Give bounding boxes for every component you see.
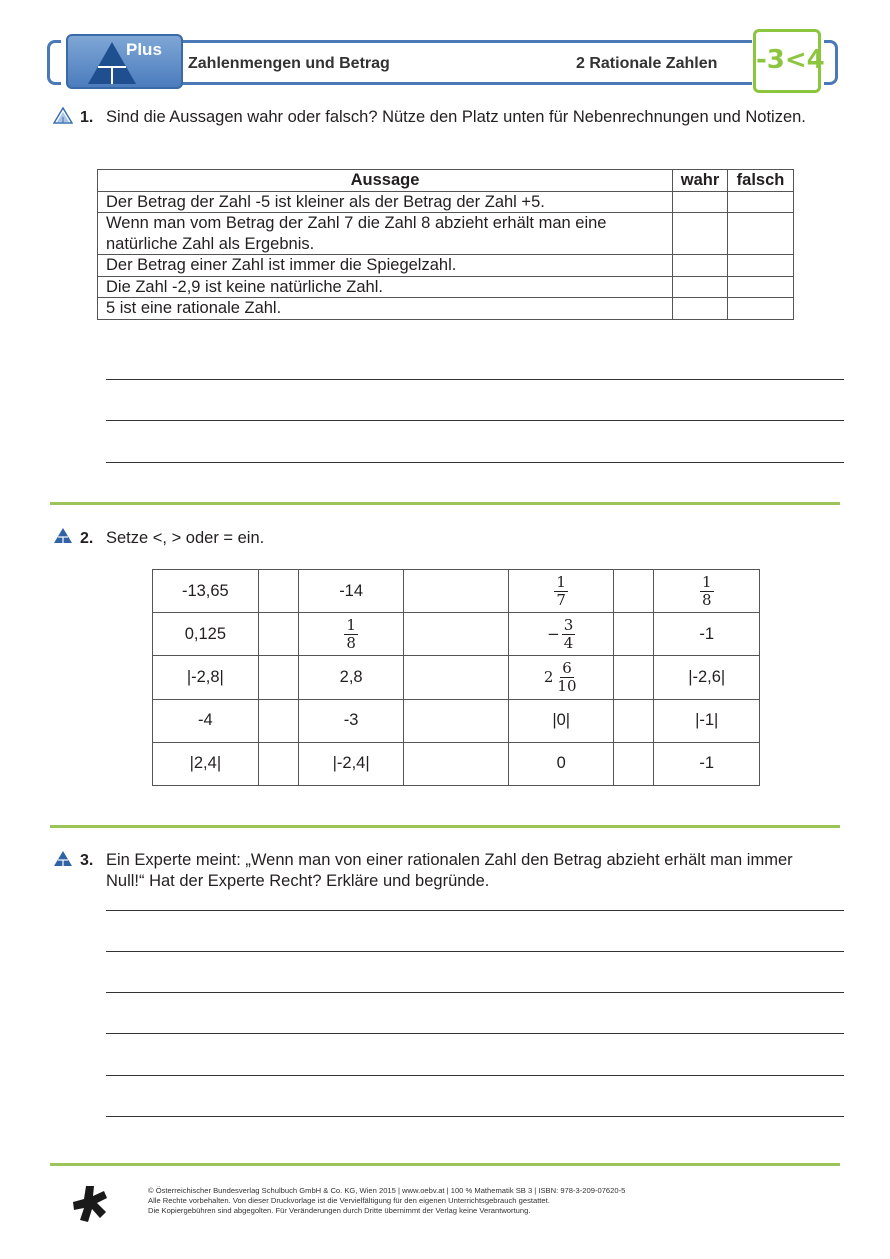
false-checkbox-cell[interactable] xyxy=(728,298,794,320)
true-false-table xyxy=(97,169,794,320)
comparison-gap[interactable] xyxy=(258,699,298,742)
header-rule-top xyxy=(180,40,752,43)
comparison-gap[interactable] xyxy=(614,613,654,656)
comparison-gap[interactable] xyxy=(258,613,298,656)
value-cell xyxy=(654,570,760,613)
rights-line: Alle Rechte vorbehalten. Von dieser Druckvorlage ist die Vervielfältigung für den eigenen Unterrichtsgebrauch gestattet. xyxy=(148,1196,550,1205)
denominator: 7 xyxy=(556,590,566,609)
header-bracket-left xyxy=(47,40,61,85)
answer-line[interactable] xyxy=(106,992,844,993)
difficulty-outline-icon xyxy=(53,107,73,124)
header-rule-bottom xyxy=(180,82,752,85)
fraction xyxy=(562,617,576,652)
answer-line[interactable] xyxy=(106,462,844,463)
header-false: falsch xyxy=(728,170,794,192)
comparison-gap[interactable] xyxy=(258,656,298,699)
header-true: wahr xyxy=(673,170,728,192)
denominator: 8 xyxy=(346,633,356,652)
value-cell: |2,4| xyxy=(153,742,259,785)
statement-cell: Wenn man vom Betrag der Zahl 7 die Zahl 8 abzieht erhält man eine natürliche Zahl als Ergebnis. xyxy=(98,213,673,255)
fraction xyxy=(700,574,714,609)
copyright-footer xyxy=(148,1186,625,1216)
numerator: 3 xyxy=(563,615,574,634)
value-cell: |-2,8| xyxy=(153,656,259,699)
answer-line[interactable] xyxy=(106,379,844,380)
copyright-line: © Österreichischer Bundesverlag Schulbuch GmbH & Co. KG, Wien 2015 | www.oebv.at | 100 % Mathematik SB 3 | ISBN: 978-3-209-07620-5 xyxy=(148,1186,626,1195)
value-cell: -1 xyxy=(654,613,760,656)
chapter-title: 2 Rationale Zahlen xyxy=(576,55,718,72)
value-cell: -13,65 xyxy=(153,570,259,613)
table-row xyxy=(153,742,760,785)
comparison-gap[interactable] xyxy=(404,742,509,785)
task-1-number: 1. xyxy=(80,109,94,126)
fraction xyxy=(555,660,578,695)
comparison-gap[interactable] xyxy=(404,613,509,656)
value-cell: 2,8 xyxy=(298,656,404,699)
answer-line[interactable] xyxy=(106,951,844,952)
true-checkbox-cell[interactable] xyxy=(673,191,728,213)
answer-line[interactable] xyxy=(106,1116,844,1117)
comparison-gap[interactable] xyxy=(614,656,654,699)
value-cell xyxy=(509,570,614,613)
difficulty-filled-icon xyxy=(53,527,73,544)
answer-line[interactable] xyxy=(106,1075,844,1076)
statement-cell: 5 ist eine rationale Zahl. xyxy=(98,298,673,320)
value-cell xyxy=(509,613,614,656)
value-cell: -4 xyxy=(153,699,259,742)
numerator: 6 xyxy=(562,658,572,677)
topic-title: Zahlenmengen und Betrag xyxy=(188,55,390,72)
true-checkbox-cell[interactable] xyxy=(673,298,728,320)
true-checkbox-cell[interactable] xyxy=(673,213,728,255)
publisher-logo-icon xyxy=(72,1184,110,1224)
table-row xyxy=(98,191,794,213)
denominator: 4 xyxy=(563,633,574,652)
minus-sign: − xyxy=(547,625,560,644)
numerator: 1 xyxy=(556,572,566,591)
comparison-gap[interactable] xyxy=(614,570,654,613)
value-cell: |0| xyxy=(509,699,614,742)
statement-cell: Der Betrag der Zahl -5 ist kleiner als der Betrag der Zahl +5. xyxy=(98,191,673,213)
comparison-gap[interactable] xyxy=(258,570,298,613)
denominator: 8 xyxy=(701,590,712,609)
value-cell: -3 xyxy=(298,699,404,742)
table-row xyxy=(98,213,794,255)
table-row xyxy=(153,570,760,613)
table-row xyxy=(153,656,760,699)
numerator: 1 xyxy=(701,572,712,591)
comparison-gap[interactable] xyxy=(614,742,654,785)
numerator: 1 xyxy=(346,615,356,634)
answer-line[interactable] xyxy=(106,910,844,911)
section-divider xyxy=(50,825,840,828)
section-divider xyxy=(50,502,840,505)
false-checkbox-cell[interactable] xyxy=(728,255,794,277)
chapter-stamp: -3<4 xyxy=(753,29,821,93)
value-cell: |-2,6| xyxy=(654,656,760,699)
task-2-prompt: Setze <, > oder = ein. xyxy=(106,529,265,547)
statement-cell: Die Zahl -2,9 ist keine natürliche Zahl. xyxy=(98,276,673,298)
answer-line[interactable] xyxy=(106,420,844,421)
table-row xyxy=(98,298,794,320)
table-row xyxy=(153,613,760,656)
value-cell: |-2,4| xyxy=(298,742,404,785)
value-cell: 0,125 xyxy=(153,613,259,656)
denominator: 10 xyxy=(557,676,577,695)
comparison-gap[interactable] xyxy=(614,699,654,742)
section-divider xyxy=(50,1163,840,1166)
table-row xyxy=(98,276,794,298)
value-cell: |-1| xyxy=(654,699,760,742)
true-checkbox-cell[interactable] xyxy=(673,276,728,298)
task-3-prompt: Ein Experte meint: „Wenn man von einer rationalen Zahl den Betrag abzieht erhält man immer Null!“ Hat der Experte Recht? Erkläre und begründe. xyxy=(106,851,793,890)
header-bracket-right xyxy=(824,40,838,85)
value-cell xyxy=(509,656,614,699)
task-2-number: 2. xyxy=(80,530,94,547)
plus-logo xyxy=(66,34,183,89)
header-statement: Aussage xyxy=(98,170,673,192)
value-cell: -14 xyxy=(298,570,404,613)
task-3-number: 3. xyxy=(80,852,94,869)
statement-cell: Der Betrag einer Zahl ist immer die Spiegelzahl. xyxy=(98,255,673,277)
mixed-whole: 2 xyxy=(543,668,554,687)
answer-line[interactable] xyxy=(106,1033,844,1034)
table-row xyxy=(153,699,760,742)
table-row xyxy=(98,255,794,277)
fraction xyxy=(344,617,358,652)
true-checkbox-cell[interactable] xyxy=(673,255,728,277)
comparison-gap[interactable] xyxy=(404,699,509,742)
value-cell xyxy=(298,613,404,656)
fees-line: Die Kopiergebühren sind abgegolten. Für Veränderungen durch Dritte übernimmt der Verlag keine Verantwortung. xyxy=(148,1206,531,1215)
false-checkbox-cell[interactable] xyxy=(728,276,794,298)
false-checkbox-cell[interactable] xyxy=(728,213,794,255)
comparison-gap[interactable] xyxy=(258,742,298,785)
false-checkbox-cell[interactable] xyxy=(728,191,794,213)
task-1-prompt: Sind die Aussagen wahr oder falsch? Nütze den Platz unten für Nebenrechnungen und Notizen. xyxy=(106,108,806,126)
plus-logo-text: Plus xyxy=(126,40,162,59)
value-cell: 0 xyxy=(509,742,614,785)
comparison-gap[interactable] xyxy=(404,656,509,699)
comparison-gap[interactable] xyxy=(404,570,509,613)
difficulty-filled-icon xyxy=(53,850,73,867)
value-cell: -1 xyxy=(654,742,760,785)
comparison-table xyxy=(152,569,760,786)
fraction xyxy=(554,574,568,609)
